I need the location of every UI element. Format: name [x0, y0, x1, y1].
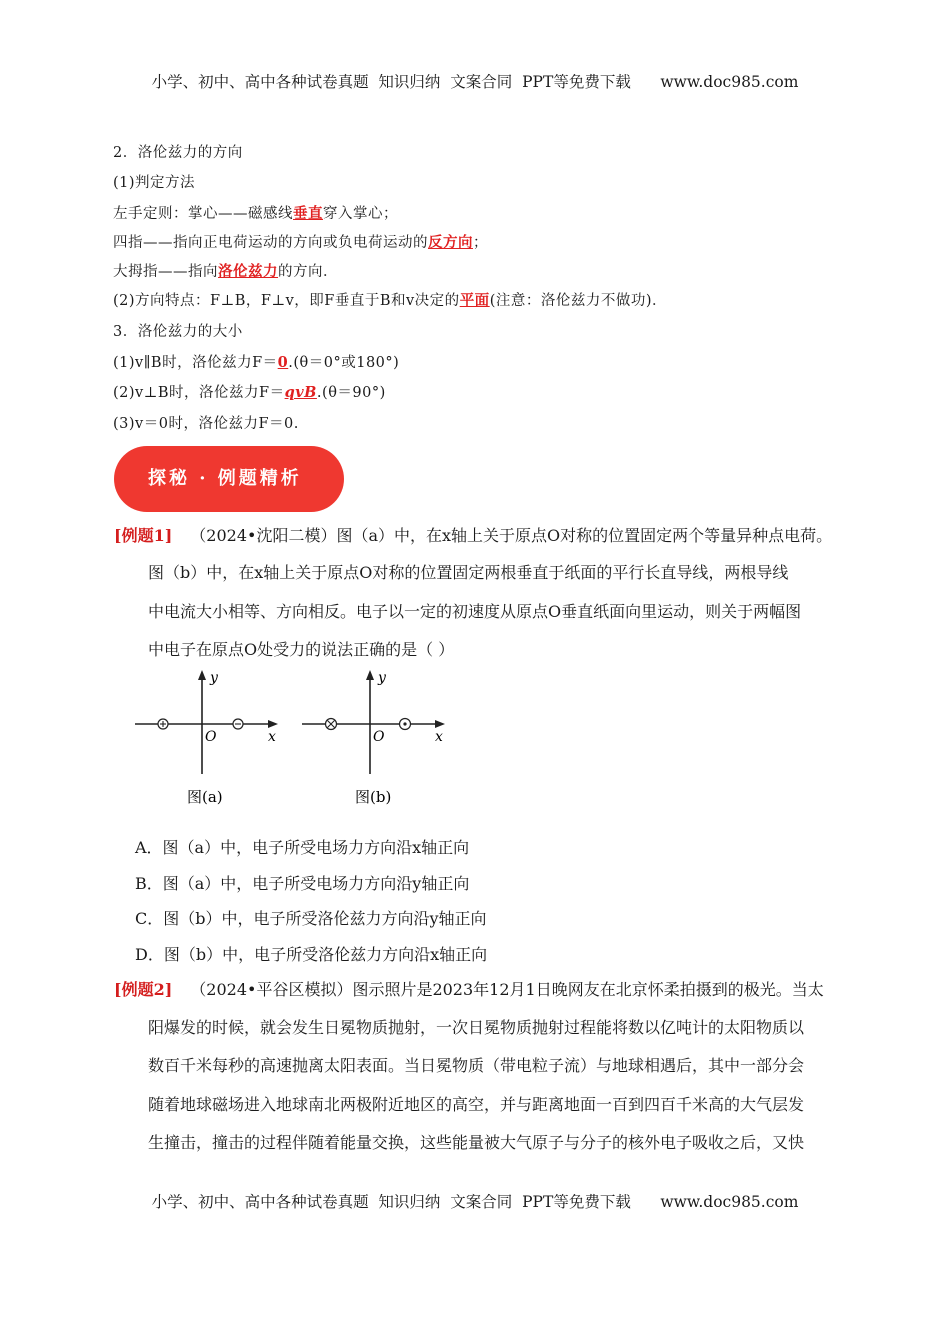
negative-charge-icon — [233, 719, 243, 729]
text-segment: （2024•平谷区模拟）图示照片是2023年12月1日晚网友在北京怀柔拍摄到的极光。当太 — [190, 980, 824, 999]
option-c[interactable]: C．图（b）中，电子所受洛伦兹力方向沿y轴正向 — [135, 909, 487, 928]
direction-feature-line — [113, 291, 667, 311]
rule-fingers-line — [113, 233, 488, 253]
example1-first-line — [114, 525, 832, 547]
page-footer: 小学、初中、高中各种试卷真题 知识归纳 文案合同 PPT等免费下载 www.doc985.com — [151, 1193, 799, 1211]
example1-question-line: 中电子在原点O处受力的说法正确的是（ ） — [148, 640, 455, 659]
option-d[interactable]: D．图（b）中，电子所受洛伦兹力方向沿x轴正向 — [135, 945, 488, 964]
text-segment: 大拇指——指向 — [113, 264, 218, 280]
figure-a-diagram — [130, 666, 290, 816]
section2-title: 2．洛伦兹力的方向 — [113, 145, 243, 161]
text-segment: 四指——指向正电荷运动的方向或负电荷运动的 — [113, 235, 428, 251]
example2-line: 数百千米每秒的高速抛离太阳表面。当日冕物质（带电粒子流）与地球相遇后，其中一部分会 — [148, 1056, 805, 1075]
answer-key: 反方向 — [428, 234, 473, 251]
option-b[interactable]: B．图（a）中，电子所受电场力方向沿y轴正向 — [135, 874, 470, 893]
x-axis-label: x — [435, 729, 443, 745]
figure-caption: 图(b) — [355, 788, 392, 806]
rule-palm-line — [113, 204, 398, 224]
example2-line: 阳爆发的时候，就会发生日冕物质抛射，一次日冕物质抛射过程能将数以亿吨计的太阳物质以 — [148, 1018, 805, 1037]
section3-title: 3．洛伦兹力的大小 — [113, 324, 243, 340]
answer-key: 0 — [277, 354, 289, 371]
current-into-page-icon — [326, 719, 337, 730]
text-segment: ； — [473, 235, 488, 251]
section-banner: 探秘 · 例题精析 — [114, 446, 344, 512]
answer-key: 平面 — [459, 292, 490, 309]
answer-key: 垂直 — [293, 205, 323, 222]
text-segment: (1)v∥B时，洛伦兹力F＝ — [113, 355, 278, 371]
origin-label: O — [373, 729, 385, 745]
example2-line: 随着地球磁场进入地球南北两极附近地区的高空，并与距离地面一百到四百千米高的大气层发 — [148, 1095, 805, 1114]
y-axis-label: y — [210, 670, 218, 686]
example2-first-line — [114, 979, 824, 1001]
text-segment: .(θ＝0°或180°) — [288, 355, 400, 371]
page-header: 小学、初中、高中各种试卷真题 知识归纳 文案合同 PPT等免费下载 www.doc985.com — [151, 73, 799, 91]
example1-line: 中电流大小相等、方向相反。电子以一定的初速度从原点O垂直纸面向里运动，则关于两幅图 — [148, 602, 802, 621]
zero-velocity-line: (3)v＝0时，洛伦兹力F＝0. — [113, 416, 299, 432]
y-axis-label: y — [378, 670, 386, 686]
x-axis-arrow — [435, 720, 445, 728]
example-tag: [例题2] — [114, 980, 173, 999]
parallel-case-line — [113, 353, 399, 373]
answer-key: 洛伦兹力 — [218, 263, 278, 280]
x-axis-label: x — [268, 729, 276, 745]
text-segment: (2)方向特点：F⊥B，F⊥v，即F垂直于B和v决定的 — [113, 293, 460, 309]
y-axis-arrow — [198, 670, 206, 680]
example1-line: 图（b）中，在x轴上关于原点O对称的位置固定两根垂直于纸面的平行长直导线，两根导线 — [148, 563, 789, 582]
text-segment: .(θ＝90°) — [316, 385, 386, 401]
figure-caption: 图(a) — [187, 788, 223, 806]
method-subtitle: (1)判定方法 — [113, 175, 196, 191]
y-axis-arrow — [366, 670, 374, 680]
positive-charge-icon — [158, 719, 168, 729]
text-segment: 的方向． — [278, 264, 338, 280]
figure-b-diagram — [297, 666, 457, 816]
perpendicular-case-line — [113, 383, 386, 403]
x-axis-arrow — [268, 720, 278, 728]
text-segment: 左手定则：掌心——磁感线 — [113, 206, 293, 222]
text-segment: 穿入掌心； — [323, 206, 398, 222]
text-segment: (2)v⊥B时，洛伦兹力F＝ — [113, 385, 285, 401]
answer-key: qvB — [284, 384, 317, 401]
text-segment: （2024•沈阳二模）图（a）中，在x轴上关于原点O对称的位置固定两个等量异种点电荷。 — [190, 526, 833, 545]
option-a[interactable]: A．图（a）中，电子所受电场力方向沿x轴正向 — [135, 838, 470, 857]
origin-label: O — [205, 729, 217, 745]
example-tag: [例题1] — [114, 526, 173, 545]
rule-thumb-line — [113, 262, 338, 282]
example2-line: 生撞击，撞击的过程伴随着能量交换，这些能量被大气原子与分子的核外电子吸收之后，又快 — [148, 1133, 805, 1152]
text-segment: (注意：洛伦兹力不做功)． — [489, 293, 668, 309]
current-out-of-page-icon — [400, 719, 411, 730]
